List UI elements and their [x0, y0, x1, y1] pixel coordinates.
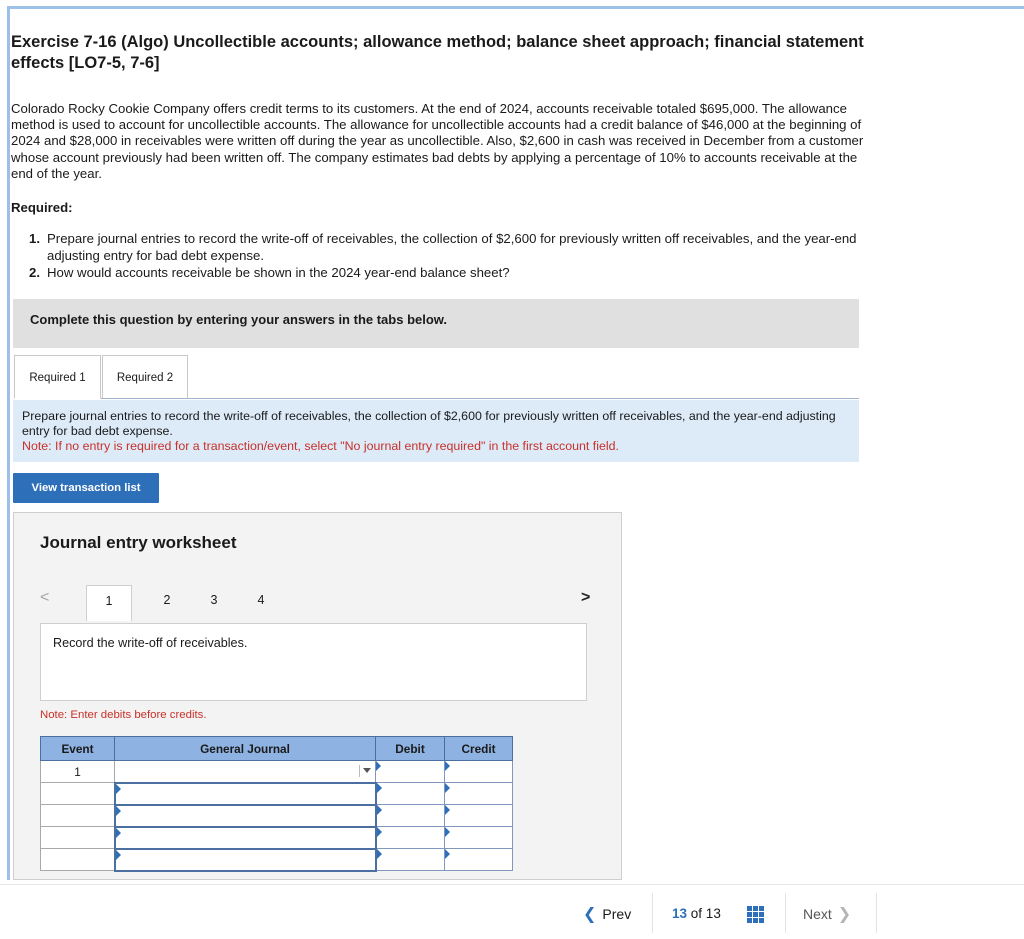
transaction-description: [40, 623, 587, 701]
worksheet-page-3[interactable]: 3: [210, 593, 218, 607]
grid-icon[interactable]: [747, 906, 764, 923]
credit-input[interactable]: [445, 761, 513, 783]
chevron-left-icon: ❮: [583, 906, 597, 923]
question-counter: [672, 898, 721, 930]
credit-input[interactable]: [445, 805, 513, 827]
instructions-panel: [13, 400, 859, 462]
debits-before-credits-note: Note: Enter debits before credits.: [40, 709, 207, 721]
view-transaction-list-button[interactable]: View transaction list: [13, 473, 159, 503]
transaction-description-text: Record the write-off of receivables.: [53, 636, 248, 650]
current-question-number: 13: [672, 906, 688, 921]
column-header-event: Event: [41, 737, 115, 761]
table-row: [41, 849, 513, 871]
debit-input[interactable]: [376, 805, 445, 827]
account-select[interactable]: [115, 805, 376, 827]
account-select[interactable]: [115, 849, 376, 871]
cell-marker-icon: [377, 827, 382, 837]
journal-entry-worksheet: [13, 512, 622, 880]
table-row: [41, 827, 513, 849]
requirement-text: How would accounts receivable be shown in the 2024 year-end balance sheet?: [47, 265, 510, 280]
navigation-footer: [0, 884, 1024, 939]
next-label: Next: [803, 906, 832, 922]
debit-input[interactable]: [376, 783, 445, 805]
event-cell: [41, 805, 115, 827]
account-select[interactable]: [115, 761, 376, 783]
cell-marker-icon: [116, 850, 121, 860]
exercise-title: Exercise 7-16 (Algo) Uncollectible accounts; allowance method; balance sheet approach; financial statement effects [LO7-5, 7-6]: [11, 33, 864, 72]
requirements-list: [29, 231, 869, 283]
worksheet-page-1[interactable]: 1: [86, 585, 132, 621]
requirement-item: [29, 231, 869, 264]
worksheet-page-2[interactable]: 2: [163, 593, 171, 607]
requirement-text: Prepare journal entries to record the write-off of receivables, the collection of $2,600 for previously written off receivables, and the year-end adjusting entry for bad debt expense.: [47, 231, 857, 263]
instructions-note: Note: If no entry is required for a transaction/event, select "No journal entry required" in the first account field.: [22, 438, 619, 453]
cell-marker-icon: [445, 849, 450, 859]
column-header-debit: Debit: [376, 737, 445, 761]
cell-marker-icon: [377, 849, 382, 859]
footer-divider: [876, 893, 877, 933]
table-row: [41, 761, 513, 783]
event-cell: [41, 827, 115, 849]
required-heading: Required:: [11, 200, 73, 215]
cell-marker-icon: [445, 805, 450, 815]
cell-marker-icon: [445, 783, 450, 793]
debit-input[interactable]: [376, 849, 445, 871]
frame-left-border: [7, 6, 10, 880]
tab-required-2[interactable]: Required 2: [102, 355, 188, 399]
table-row: [41, 783, 513, 805]
worksheet-title: Journal entry worksheet: [40, 533, 237, 552]
cell-marker-icon: [377, 783, 382, 793]
total-questions: of 13: [690, 906, 721, 921]
credit-input[interactable]: [445, 849, 513, 871]
requirement-number: 1.: [29, 231, 40, 246]
exercise-intro: Colorado Rocky Cookie Company offers credit terms to its customers. At the end of 2024, accounts receivable totaled $695,000. The allowance method is used to account for uncollectible accounts. The allowance for uncollectible accounts had a credit balance of $46,000 at the beginning of 2024 and $28,000 in receivables were written off during the year as uncollectible. Also, $2,600 in cash was received in December from a customer whose account previously had been written off. The company estimates bad debts by applying a percentage of 10% to accounts receivable at the end of the year.: [11, 101, 864, 181]
prev-button[interactable]: [567, 898, 653, 930]
cell-marker-icon: [116, 806, 121, 816]
complete-question-banner: [13, 299, 859, 348]
event-cell: [41, 783, 115, 805]
instructions-text: Prepare journal entries to record the write-off of receivables, the collection of $2,600 for previously written off receivables, and the year-end adjusting entry for bad debt expense.: [22, 409, 836, 438]
credit-input[interactable]: [445, 827, 513, 849]
cell-marker-icon: [445, 827, 450, 837]
tab-required-1[interactable]: Required 1: [14, 355, 101, 399]
cell-marker-icon: [116, 828, 121, 838]
requirement-item: [29, 265, 869, 282]
column-header-credit: Credit: [445, 737, 513, 761]
credit-input[interactable]: [445, 783, 513, 805]
chevron-right-icon: ❯: [837, 906, 852, 923]
prev-label: Prev: [602, 906, 632, 922]
event-cell: [41, 849, 115, 871]
journal-table: [40, 736, 513, 872]
account-select[interactable]: [115, 827, 376, 849]
cell-marker-icon: [116, 784, 121, 794]
footer-divider: [652, 893, 653, 933]
frame-top-border: [7, 6, 1024, 9]
event-cell: 1: [41, 761, 115, 783]
complete-question-text: Complete this question by entering your answers in the tabs below.: [30, 312, 448, 327]
cell-marker-icon: [377, 805, 382, 815]
requirement-number: 2.: [29, 265, 40, 280]
tab-divider: [101, 398, 859, 399]
chevron-right-icon[interactable]: >: [581, 589, 591, 606]
cell-marker-icon: [376, 761, 381, 771]
footer-divider: [785, 893, 786, 933]
table-row: [41, 805, 513, 827]
column-header-general-journal: General Journal: [115, 737, 376, 761]
next-button[interactable]: [803, 898, 851, 930]
cell-marker-icon: [445, 761, 450, 771]
account-select[interactable]: [115, 783, 376, 805]
chevron-left-icon[interactable]: <: [40, 589, 50, 606]
debit-input[interactable]: [376, 761, 445, 783]
debit-input[interactable]: [376, 827, 445, 849]
dropdown-arrow-icon[interactable]: [359, 765, 373, 777]
worksheet-page-4[interactable]: 4: [257, 593, 265, 607]
